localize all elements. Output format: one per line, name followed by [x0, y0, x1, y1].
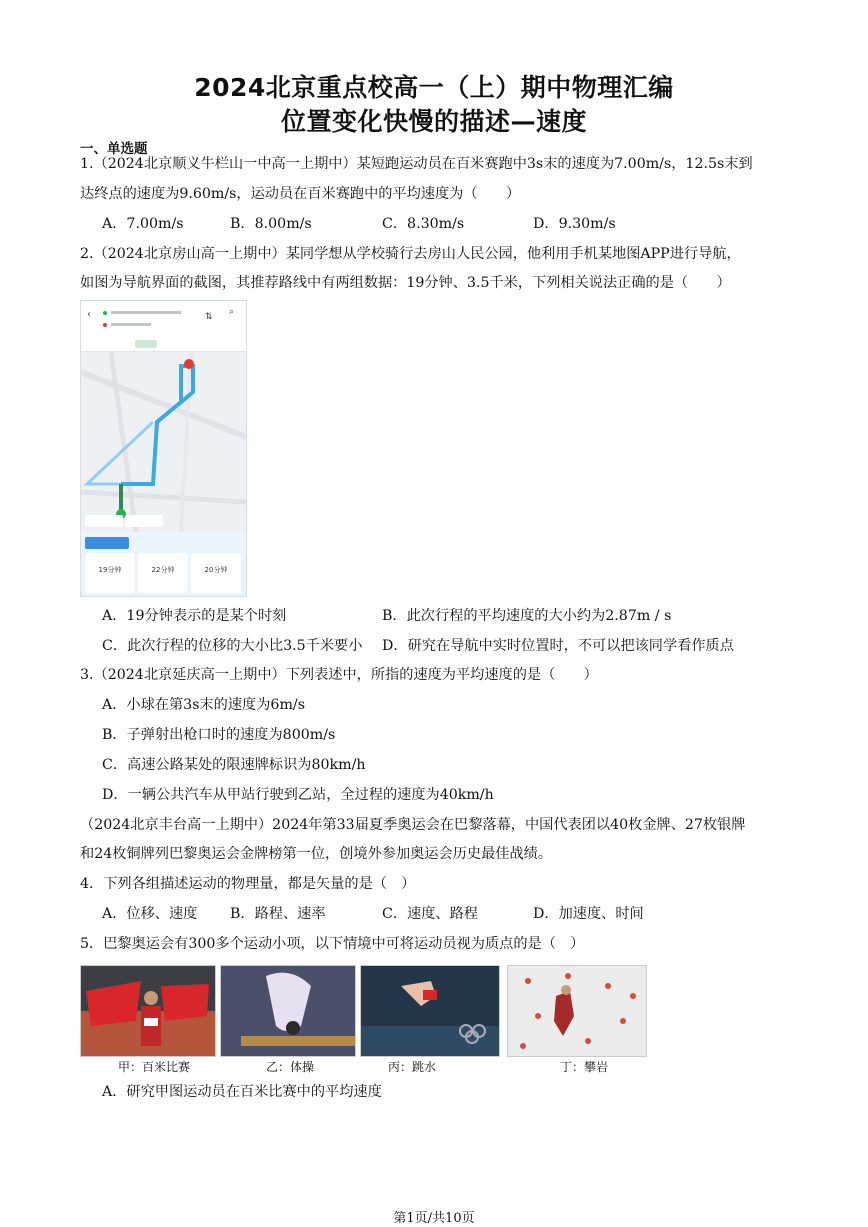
q2-line2: 如图为导航界面的截图，其推荐路线中有两组数据：19分钟、3.5千米，下列相关说法正确的是（ ）	[80, 275, 731, 291]
q4-option-d: D．加速度、时间	[533, 906, 644, 922]
q3-option-c: C．高速公路某处的限速牌标识为80km/h	[102, 757, 366, 773]
page-title: 2024北京重点校高一（上）期中物理汇编	[194, 73, 674, 102]
navigation-map-screenshot	[80, 300, 247, 597]
route-card-1	[85, 553, 135, 593]
passage-line2: 和24枚铜牌列巴黎奥运会金牌榜第一位，创境外参加奥运会历史最佳战绩。	[80, 846, 553, 862]
q2-line1: 2.（2024北京房山高一上期中）某同学想从学校骑行去房山人民公园，他利用手机某地图APP进行导航，	[80, 246, 741, 262]
photo-caption-b: 乙：体操	[266, 1060, 315, 1074]
q4-line1: 4．下列各组描述运动的物理量，都是矢量的是（ ）	[80, 876, 416, 892]
q4-option-a: A．位移、速度	[102, 906, 198, 922]
q2-option-b: B．此次行程的平均速度的大小约为2.87m / s	[382, 608, 672, 624]
route-card-3	[191, 553, 241, 593]
map-route-drawing	[81, 352, 246, 532]
transport-mode-tabs	[81, 337, 246, 352]
q1-option-c: C．8.30m/s	[382, 216, 465, 232]
q4-option-b: B．路程、速率	[230, 906, 326, 922]
q3-option-b: B．子弹射出枪口时的速度为800m/s	[102, 727, 336, 743]
q3-line1: 3.（2024北京延庆高一上期中）下列表述中，所指的速度为平均速度的是（ ）	[80, 667, 598, 683]
climbing-photo	[507, 965, 647, 1057]
q5-option-a: A．研究甲图运动员在百米比赛中的平均速度	[102, 1084, 382, 1100]
swap-icon: ⇅	[205, 312, 213, 322]
page-subtitle: 位置变化快慢的描述—速度	[280, 107, 587, 136]
q1-option-a: A．7.00m/s	[102, 216, 184, 232]
q5-line1: 5．巴黎奥运会有300多个运动小项，以下情境中可将运动员视为质点的是（ ）	[80, 936, 585, 952]
q3-option-a: A．小球在第3s末的速度为6m/s	[102, 697, 305, 713]
q2-option-a: A．19分钟表示的是某个时刻	[102, 608, 287, 624]
q1-option-d: D．9.30m/s	[533, 216, 616, 232]
q3-option-d: D．一辆公共汽车从甲站行驶到乙站，全过程的速度为40km/h	[102, 787, 494, 803]
route-time-2: 22分钟	[151, 566, 175, 574]
q4-option-c: C．速度、路程	[382, 906, 478, 922]
search-icon: ⌕	[229, 307, 235, 317]
q1-line1: 1.（2024北京顺义牛栏山一中高一上期中）某短跑运动员在百米赛跑中3s末的速度为7.00m/s，12.5s末到	[80, 156, 753, 172]
section-heading: 一、单选题	[80, 141, 148, 157]
gymnastics-photo	[220, 965, 356, 1057]
diving-photo	[360, 965, 500, 1057]
page-number: 第1页/共10页	[393, 1211, 475, 1226]
route-time-1: 19分钟	[98, 566, 122, 574]
photo-caption-a: 甲：百米比赛	[118, 1060, 191, 1074]
end-dot-icon	[103, 323, 107, 327]
sprint-photo	[80, 965, 216, 1057]
q2-option-d: D．研究在导航中实时位置时，不可以把该同学看作质点	[382, 638, 734, 654]
map-area	[81, 352, 246, 532]
q2-option-c: C．此次行程的位移的大小比3.5千米要小	[102, 638, 363, 654]
q1-option-b: B．8.00m/s	[230, 216, 312, 232]
route-time-3: 20分钟	[204, 566, 228, 574]
back-arrow-icon: ‹	[87, 309, 91, 320]
route-card-2	[138, 553, 188, 593]
map-search-bar	[81, 301, 246, 337]
route-options-panel	[81, 533, 246, 596]
passage-line1: （2024北京丰台高一上期中）2024年第33届夏季奥运会在巴黎落幕，中国代表团以40枚金牌、27枚银牌	[80, 817, 746, 833]
photo-caption-d: 丁：攀岩	[560, 1060, 609, 1074]
photo-caption-c: 丙：跳水	[388, 1060, 437, 1074]
q1-line2: 达终点的速度为9.60m/s，运动员在百米赛跑中的平均速度为（ ）	[80, 186, 521, 202]
start-dot-icon	[103, 311, 107, 315]
